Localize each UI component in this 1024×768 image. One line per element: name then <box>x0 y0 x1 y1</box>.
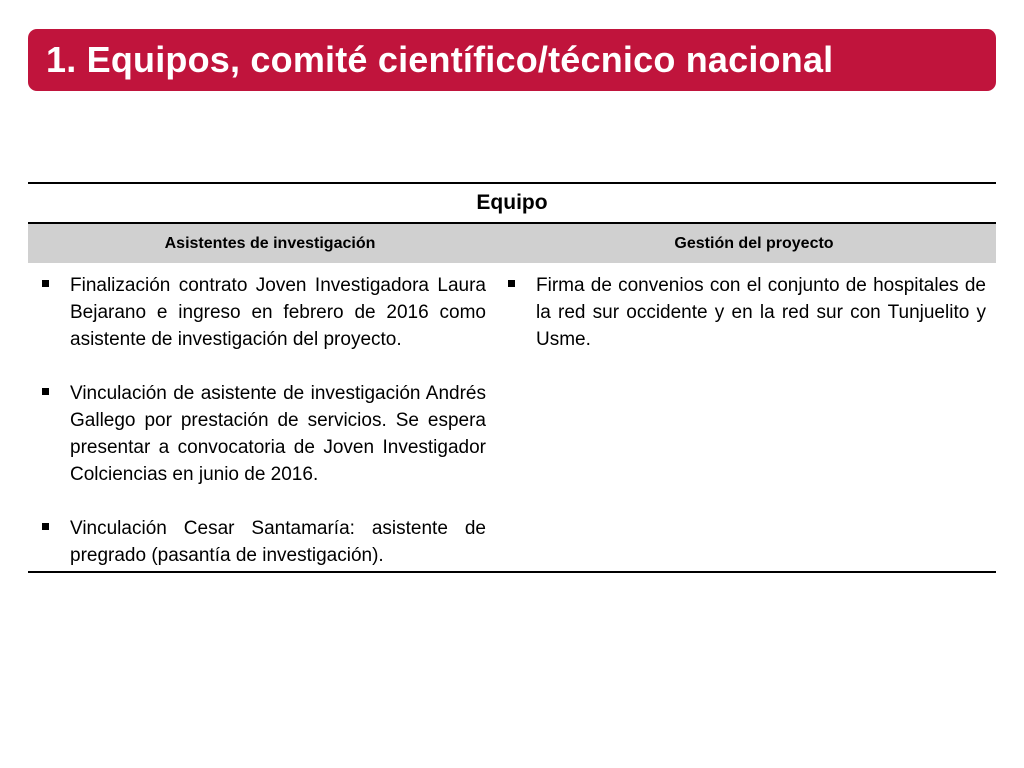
research-assistants-cell <box>28 272 496 571</box>
slide-title: 1. Equipos, comité científico/técnico nacional <box>46 39 834 80</box>
list-item-text: Vinculación de asistente de investigación Andrés Gallego por prestación de servicios. Se espera presentar a convocatoria de Joven Investigador Colciencias en junio de 2016. <box>70 383 486 485</box>
list-item <box>40 515 486 569</box>
list-item <box>40 272 486 353</box>
list-item-text: Vinculación Cesar Santamaría: asistente de pregrado (pasantía de investigación). <box>70 518 486 566</box>
list-item-text: Firma de convenios con el conjunto de hospitales de la red sur occidente y en la red sur con Tunjuelito y Usme. <box>536 275 986 350</box>
square-bullet-icon <box>42 523 49 530</box>
column-header-research-assistants: Asistentes de investigación <box>164 234 376 252</box>
square-bullet-icon <box>42 388 49 395</box>
title-bar <box>28 29 996 91</box>
column-header-row <box>28 224 996 263</box>
project-management-list <box>506 272 986 353</box>
column-header-project-management: Gestión del proyecto <box>674 234 834 252</box>
square-bullet-icon <box>508 280 515 287</box>
research-assistants-list <box>40 272 486 569</box>
team-table <box>28 182 996 573</box>
list-item-text: Finalización contrato Joven Investigadora Laura Bejarano e ingreso en febrero de 2016 como asistente de investigación del proyecto. <box>70 275 486 350</box>
square-bullet-icon <box>42 280 49 287</box>
table-body-row <box>28 263 996 571</box>
project-management-cell <box>496 272 996 571</box>
list-item <box>40 380 486 488</box>
list-item <box>506 272 986 353</box>
table-heading: Equipo <box>28 184 996 224</box>
